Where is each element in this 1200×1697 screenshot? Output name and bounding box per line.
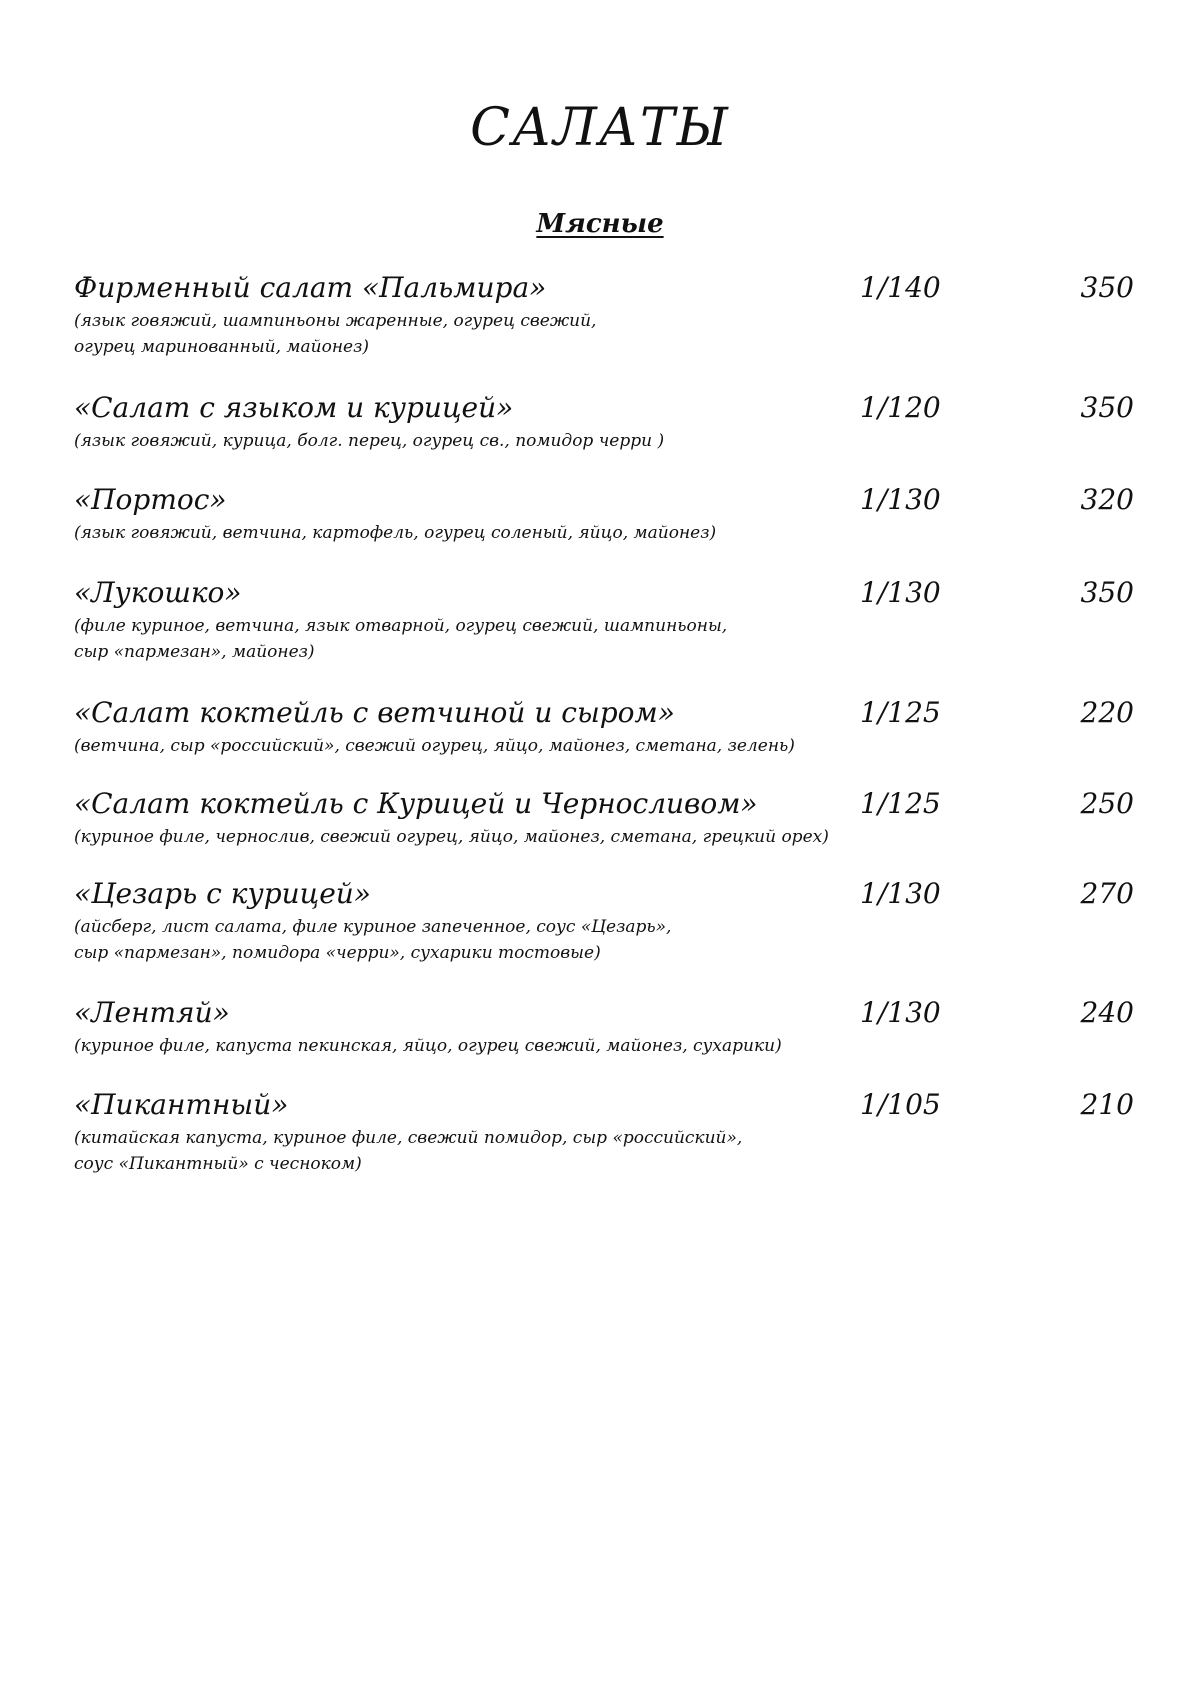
- item-price: 210: [1080, 1088, 1134, 1121]
- item-description: [74, 914, 671, 966]
- item-name: «Пикантный»: [74, 1088, 289, 1121]
- item-price: 350: [1080, 576, 1134, 609]
- item-name: «Салат коктейль с Курицей и Черносливом»: [74, 787, 758, 820]
- item-weight: 1/120: [860, 391, 941, 424]
- item-description: [74, 520, 716, 546]
- item-price: 220: [1080, 696, 1134, 729]
- item-price: 270: [1080, 877, 1134, 910]
- item-name: Фирменный салат «Пальмира»: [74, 271, 547, 304]
- item-description-line: (китайская капуста, куриное филе, свежий помидор, сыр «российский»,: [74, 1128, 743, 1148]
- item-description: [74, 1125, 742, 1177]
- item-description-line: (язык говяжий, шампиньоны жаренные, огурец свежий,: [74, 311, 597, 331]
- item-name: «Салат коктейль с ветчиной и сыром»: [74, 696, 675, 729]
- item-description: [74, 733, 795, 759]
- item-description: [74, 428, 664, 454]
- item-weight: 1/125: [860, 787, 941, 820]
- item-price: 350: [1080, 271, 1134, 304]
- item-weight: 1/130: [860, 483, 941, 516]
- item-description-line: (айсберг, лист салата, филе куриное запеченное, соус «Цезарь»,: [74, 917, 672, 937]
- item-name: «Лентяй»: [74, 996, 230, 1029]
- item-weight: 1/130: [860, 877, 941, 910]
- item-weight: 1/140: [860, 271, 941, 304]
- item-description-line: огурец маринованный, майонез): [74, 337, 369, 357]
- item-price: 240: [1080, 996, 1134, 1029]
- item-description-line: (язык говяжий, ветчина, картофель, огурец соленый, яйцо, майонез): [74, 523, 717, 543]
- item-weight: 1/125: [860, 696, 941, 729]
- item-description: [74, 824, 829, 850]
- item-description: [74, 1033, 782, 1059]
- item-description-line: сыр «пармезан», помидора «черри», сухарики тостовые): [74, 943, 601, 963]
- page-title: САЛАТЫ: [470, 98, 730, 158]
- item-description-line: (куриное филе, чернослив, свежий огурец, яйцо, майонез, сметана, грецкий орех): [74, 827, 829, 847]
- section-heading: Мясные: [536, 209, 664, 239]
- item-name: «Портос»: [74, 483, 227, 516]
- item-weight: 1/130: [860, 996, 941, 1029]
- item-price: 350: [1080, 391, 1134, 424]
- item-name: «Салат с языком и курицей»: [74, 391, 514, 424]
- item-description-line: сыр «пармезан», майонез): [74, 642, 315, 662]
- item-description: [74, 613, 727, 665]
- item-weight: 1/130: [860, 576, 941, 609]
- item-description-line: (куриное филе, капуста пекинская, яйцо, огурец свежий, майонез, сухарики): [74, 1036, 782, 1056]
- item-description-line: (язык говяжий, курица, болг. перец, огурец св., помидор черри ): [74, 431, 665, 451]
- item-name: «Цезарь с курицей»: [74, 877, 371, 910]
- item-description-line: (филе куриное, ветчина, язык отварной, огурец свежий, шампиньоны,: [74, 616, 728, 636]
- item-description-line: соус «Пикантный» с чесноком): [74, 1154, 362, 1174]
- item-description: [74, 308, 596, 360]
- item-weight: 1/105: [860, 1088, 941, 1121]
- item-price: 320: [1080, 483, 1134, 516]
- item-description-line: (ветчина, сыр «российский», свежий огурец, яйцо, майонез, сметана, зелень): [74, 736, 795, 756]
- item-price: 250: [1080, 787, 1134, 820]
- item-name: «Лукошко»: [74, 576, 242, 609]
